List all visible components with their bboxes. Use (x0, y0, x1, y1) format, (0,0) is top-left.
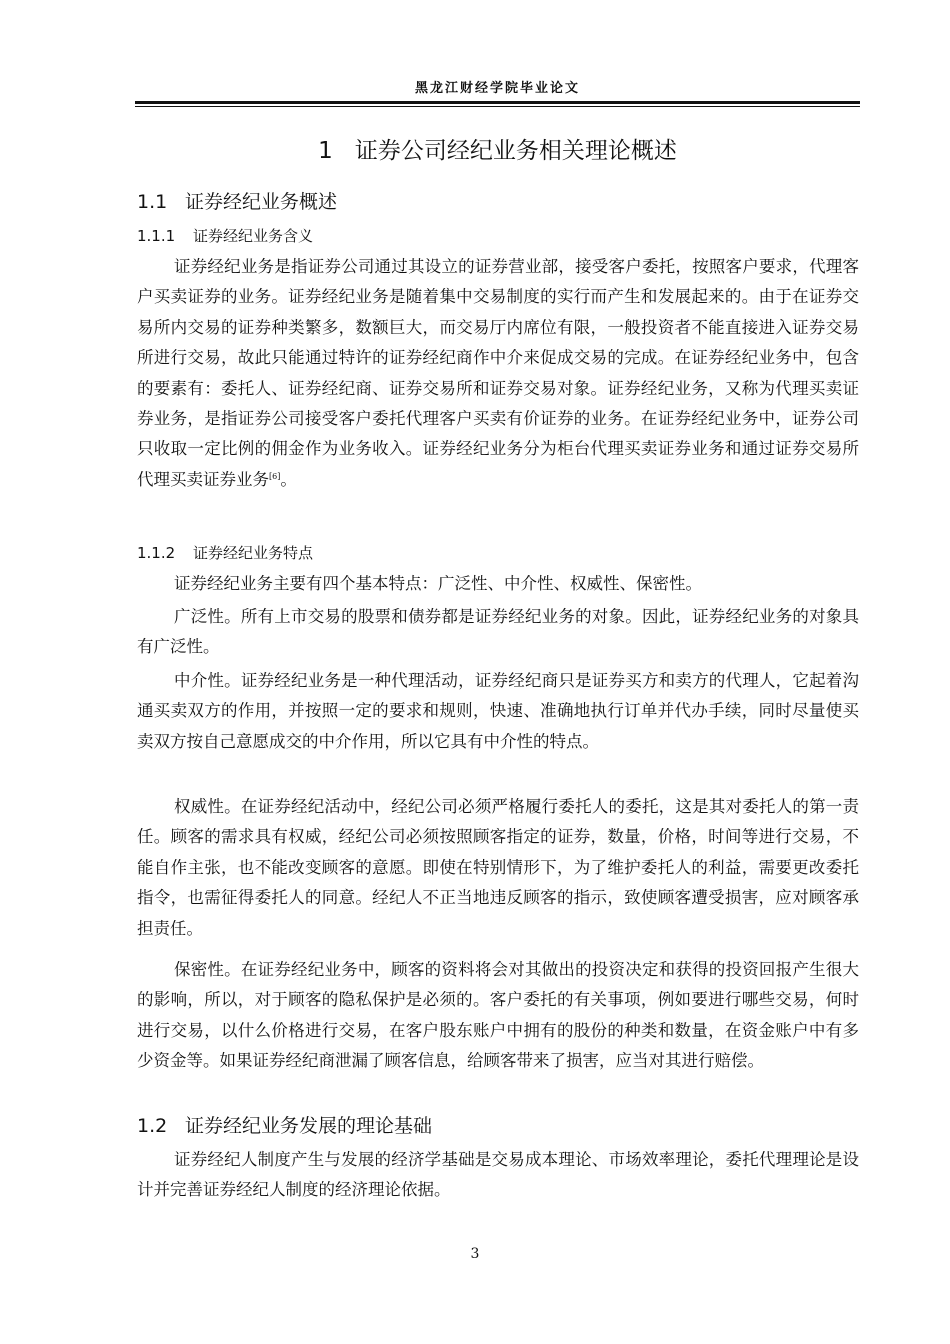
chapter-number: 1 (318, 138, 333, 164)
paragraph-theory-basis: 证券经纪人制度产生与发展的经济学基础是交易成本理论、市场效率理论，委托代理理论是设计并完善证券经纪人制度的经济理论依据。 (137, 1150, 859, 1200)
section-number: 1.2 (137, 1115, 168, 1137)
running-header: 黑龙江财经学院毕业论文 (414, 81, 580, 96)
subsection-title: 证券经纪业务特点 (193, 544, 314, 562)
section-heading-1-2 (137, 1112, 432, 1140)
subsection-heading-1-1-2 (137, 541, 313, 565)
paragraph-definition (137, 252, 859, 495)
section-title: 证券经纪业务概述 (185, 191, 338, 213)
subsection-title: 证券经纪业务含义 (193, 227, 314, 245)
section-number: 1.1 (137, 191, 168, 213)
subsection-number: 1.1.1 (137, 227, 176, 245)
paragraph-breadth: 广泛性。所有上市交易的股票和债券都是证券经纪业务的对象。因此，证券经纪业务的对象具有广泛性。 (137, 607, 859, 657)
paragraph-text: 证券经纪业务是指证券公司通过其设立的证券营业部，接受客户委托，按照客户要求，代理客户买卖证券的业务。证券经纪业务是随着集中交易制度的实行而产生和发展起来的。由于在证券交易所内交易的证券种类繁多，数额巨大，而交易厅内席位有限，一般投资者不能直接进入证券交易所进行交易，故此只能通过特许的证券经纪商作中介来促成交易的完成。在证券经纪业务中，包含的要素有：委托人、证券经纪商、证券交易所和证券交易对象。证券经纪业务，又称为代理买卖证券业务，是指证券公司接受客户委托代理客户买卖有价证券的业务。在证券经纪业务中，证券公司只收取一定比例的佣金作为业务收入。证券经纪业务分为柜台代理买卖证券业务和通过证券交易所代理买卖证券业务 (137, 257, 859, 489)
subsection-number: 1.1.2 (137, 544, 176, 562)
paragraph-features-intro: 证券经纪业务主要有四个基本特点：广泛性、中介性、权威性、保密性。 (174, 574, 702, 593)
paragraph-authority: 权威性。在证券经纪活动中，经纪公司必须严格履行委托人的委托，这是其对委托人的第一责任。顾客的需求具有权威，经纪公司必须按照顾客指定的证券，数量，价格，时间等进行交易，不能自作主张，也不能改变顾客的意愿。即使在特别情形下，为了维护委托人的利益，需要更改委托指令，也需征得委托人的同意。经纪人不正当地违反顾客的指示，致使顾客遭受损害，应对顾客承担责任。 (137, 797, 859, 938)
section-title: 证券经纪业务发展的理论基础 (185, 1115, 433, 1137)
paragraph-intermediary: 中介性。证券经纪业务是一种代理活动，证券经纪商只是证券买方和卖方的代理人，它起着沟通买卖双方的作用，并按照一定的要求和规则，快速、准确地执行订单并代办手续，同时尽量使买卖双方按自己意愿成交的中介作用，所以它具有中介性的特点。 (137, 671, 859, 751)
page-number: 3 (470, 1246, 480, 1262)
paragraph-confidentiality: 保密性。在证券经纪业务中，顾客的资料将会对其做出的投资决定和获得的投资回报产生很大的影响，所以，对于顾客的隐私保护是必须的。客户委托的有关事项，例如要进行哪些交易，何时进行交易，以什么价格进行交易，在客户股东账户中拥有的股份的种类和数量，在资金账户中有多少资金等。如果证券经纪商泄漏了顾客信息，给顾客带来了损害，应当对其进行赔偿。 (137, 960, 859, 1071)
header-rule-thin (135, 106, 860, 107)
citation-ref: [6] (269, 471, 281, 481)
chapter-title-text: 证券公司经纪业务相关理论概述 (354, 138, 677, 164)
subsection-heading-1-1-1 (137, 224, 313, 248)
paragraph-end: 。 (280, 469, 297, 489)
chapter-title (135, 134, 860, 168)
header-rule-thick (135, 101, 860, 104)
section-heading-1-1 (137, 188, 337, 216)
